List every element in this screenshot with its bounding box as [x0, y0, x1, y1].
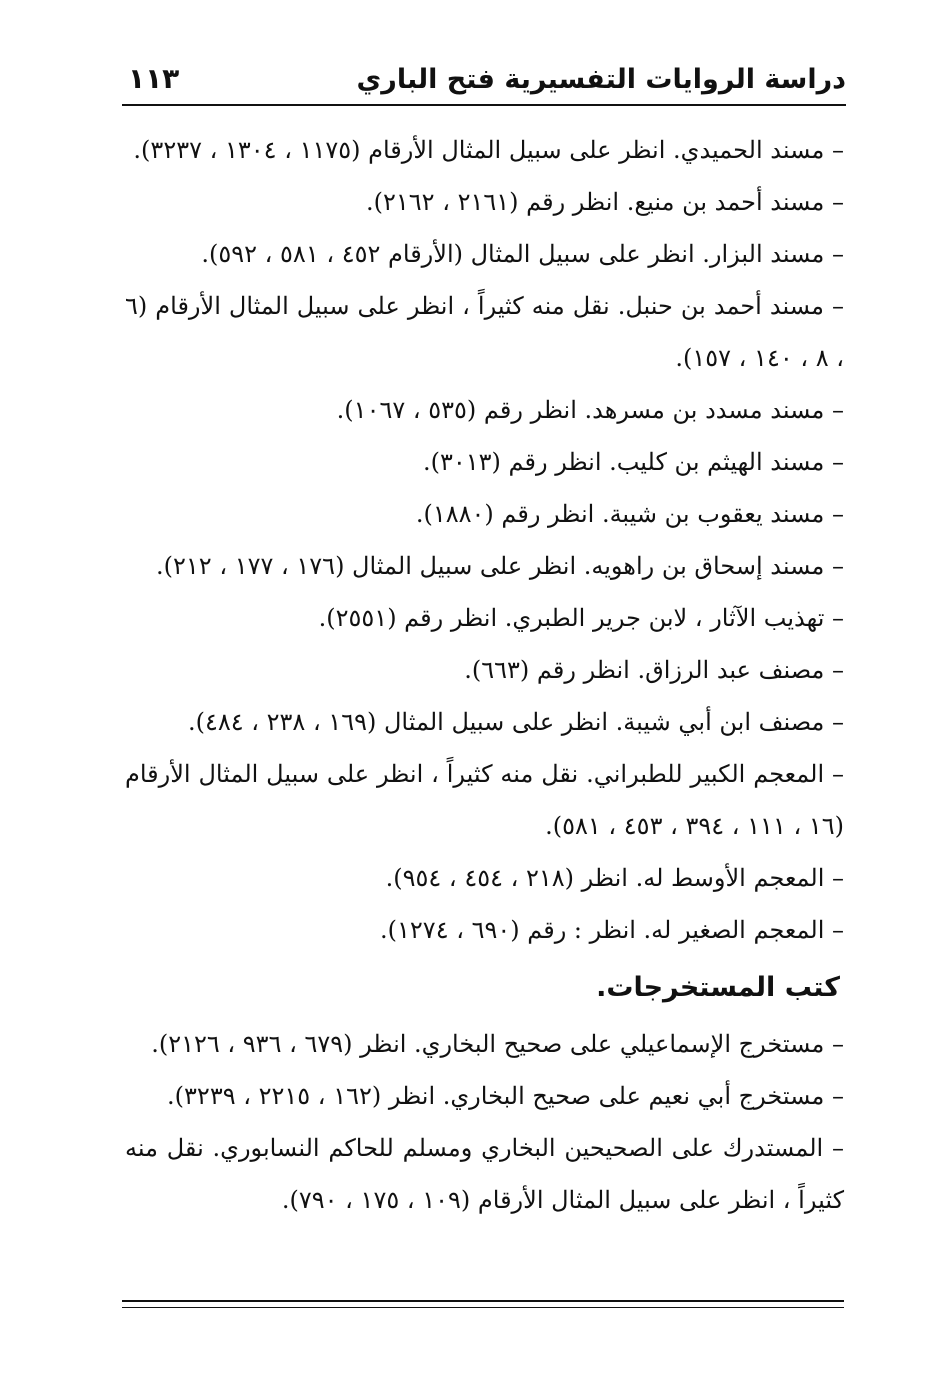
page-header: [120, 62, 846, 104]
list-item: – المعجم الصغير له. انظر : رقم (٦٩٠ ، ١٢٧٤).: [380, 916, 844, 944]
list-item: – مسند إسحاق بن راهويه. انظر على سبيل المثال (١٧٦ ، ١٧٧ ، ٢١٢).: [156, 552, 844, 580]
list-item: – المستدرك على الصحيحين البخاري ومسلم للحاكم النسابوري. نقل منه كثيراً ، انظر على سبيل المثال الأرقام (١٠٩ ، ١٧٥ ، ٧٩٠).: [125, 1134, 845, 1214]
list-item: – مسند الهيثم بن كليب. انظر رقم (٣٠١٣).: [422, 448, 844, 476]
list-item: – المعجم الأوسط له. انظر (٢١٨ ، ٤٥٤ ، ٩٥٤).: [385, 864, 844, 892]
section-heading: كتب المستخرجات.: [596, 972, 840, 1003]
footer-rule-thin: [122, 1307, 844, 1308]
list-item: – مسند مسدد بن مسرهد. انظر رقم (٥٣٥ ، ١٠٦٧).: [336, 396, 844, 424]
list-item: – مسند يعقوب بن شيبة. انظر رقم (١٨٨٠).: [415, 500, 844, 528]
list-item: – مسند أحمد بن منيع. انظر رقم (٢١٦١ ، ٢١٦٢).: [366, 188, 844, 216]
list-item: – مستخرج الإسماعيلي على صحيح البخاري. انظر (٦٧٩ ، ٩٣٦ ، ٢١٢٦).: [151, 1030, 844, 1058]
page-body: [125, 124, 844, 1226]
header-rule: [122, 104, 846, 106]
list-item: – مسند أحمد بن حنبل. نقل منه كثيراً ، انظر على سبيل المثال الأرقام (٦ ، ٨ ، ١٤٠ ، ١٥٧).: [125, 292, 844, 372]
footer-rule: [122, 1300, 844, 1302]
list-item: – مصنف عبد الرزاق. انظر رقم (٦٦٣).: [464, 656, 844, 684]
list-item: – مسند الحميدي. انظر على سبيل المثال الأرقام (١١٧٥ ، ١٣٠٤ ، ٣٢٣٧).: [133, 136, 844, 164]
page-number: ١١٣: [128, 62, 180, 95]
list-item: – المعجم الكبير للطبراني. نقل منه كثيراً ، انظر على سبيل المثال الأرقام (١٦ ، ١١١ ، ٣٩٤ ، ٤٥٣ ، ٥٨١).: [125, 760, 844, 840]
list-item: – مسند البزار. انظر على سبيل المثال (الأرقام ٤٥٢ ، ٥٨١ ، ٥٩٢).: [201, 240, 844, 268]
list-item: – تهذيب الآثار ، لابن جرير الطبري. انظر رقم (٢٥٥١).: [318, 604, 844, 632]
list-item: – مستخرج أبي نعيم على صحيح البخاري. انظر (١٦٢ ، ٢٢١٥ ، ٣٢٣٩).: [167, 1082, 844, 1110]
running-title: دراسة الروايات التفسيرية فتح الباري: [356, 64, 846, 95]
list-item: – مصنف ابن أبي شيبة. انظر على سبيل المثال (١٦٩ ، ٢٣٨ ، ٤٨٤).: [187, 708, 844, 736]
